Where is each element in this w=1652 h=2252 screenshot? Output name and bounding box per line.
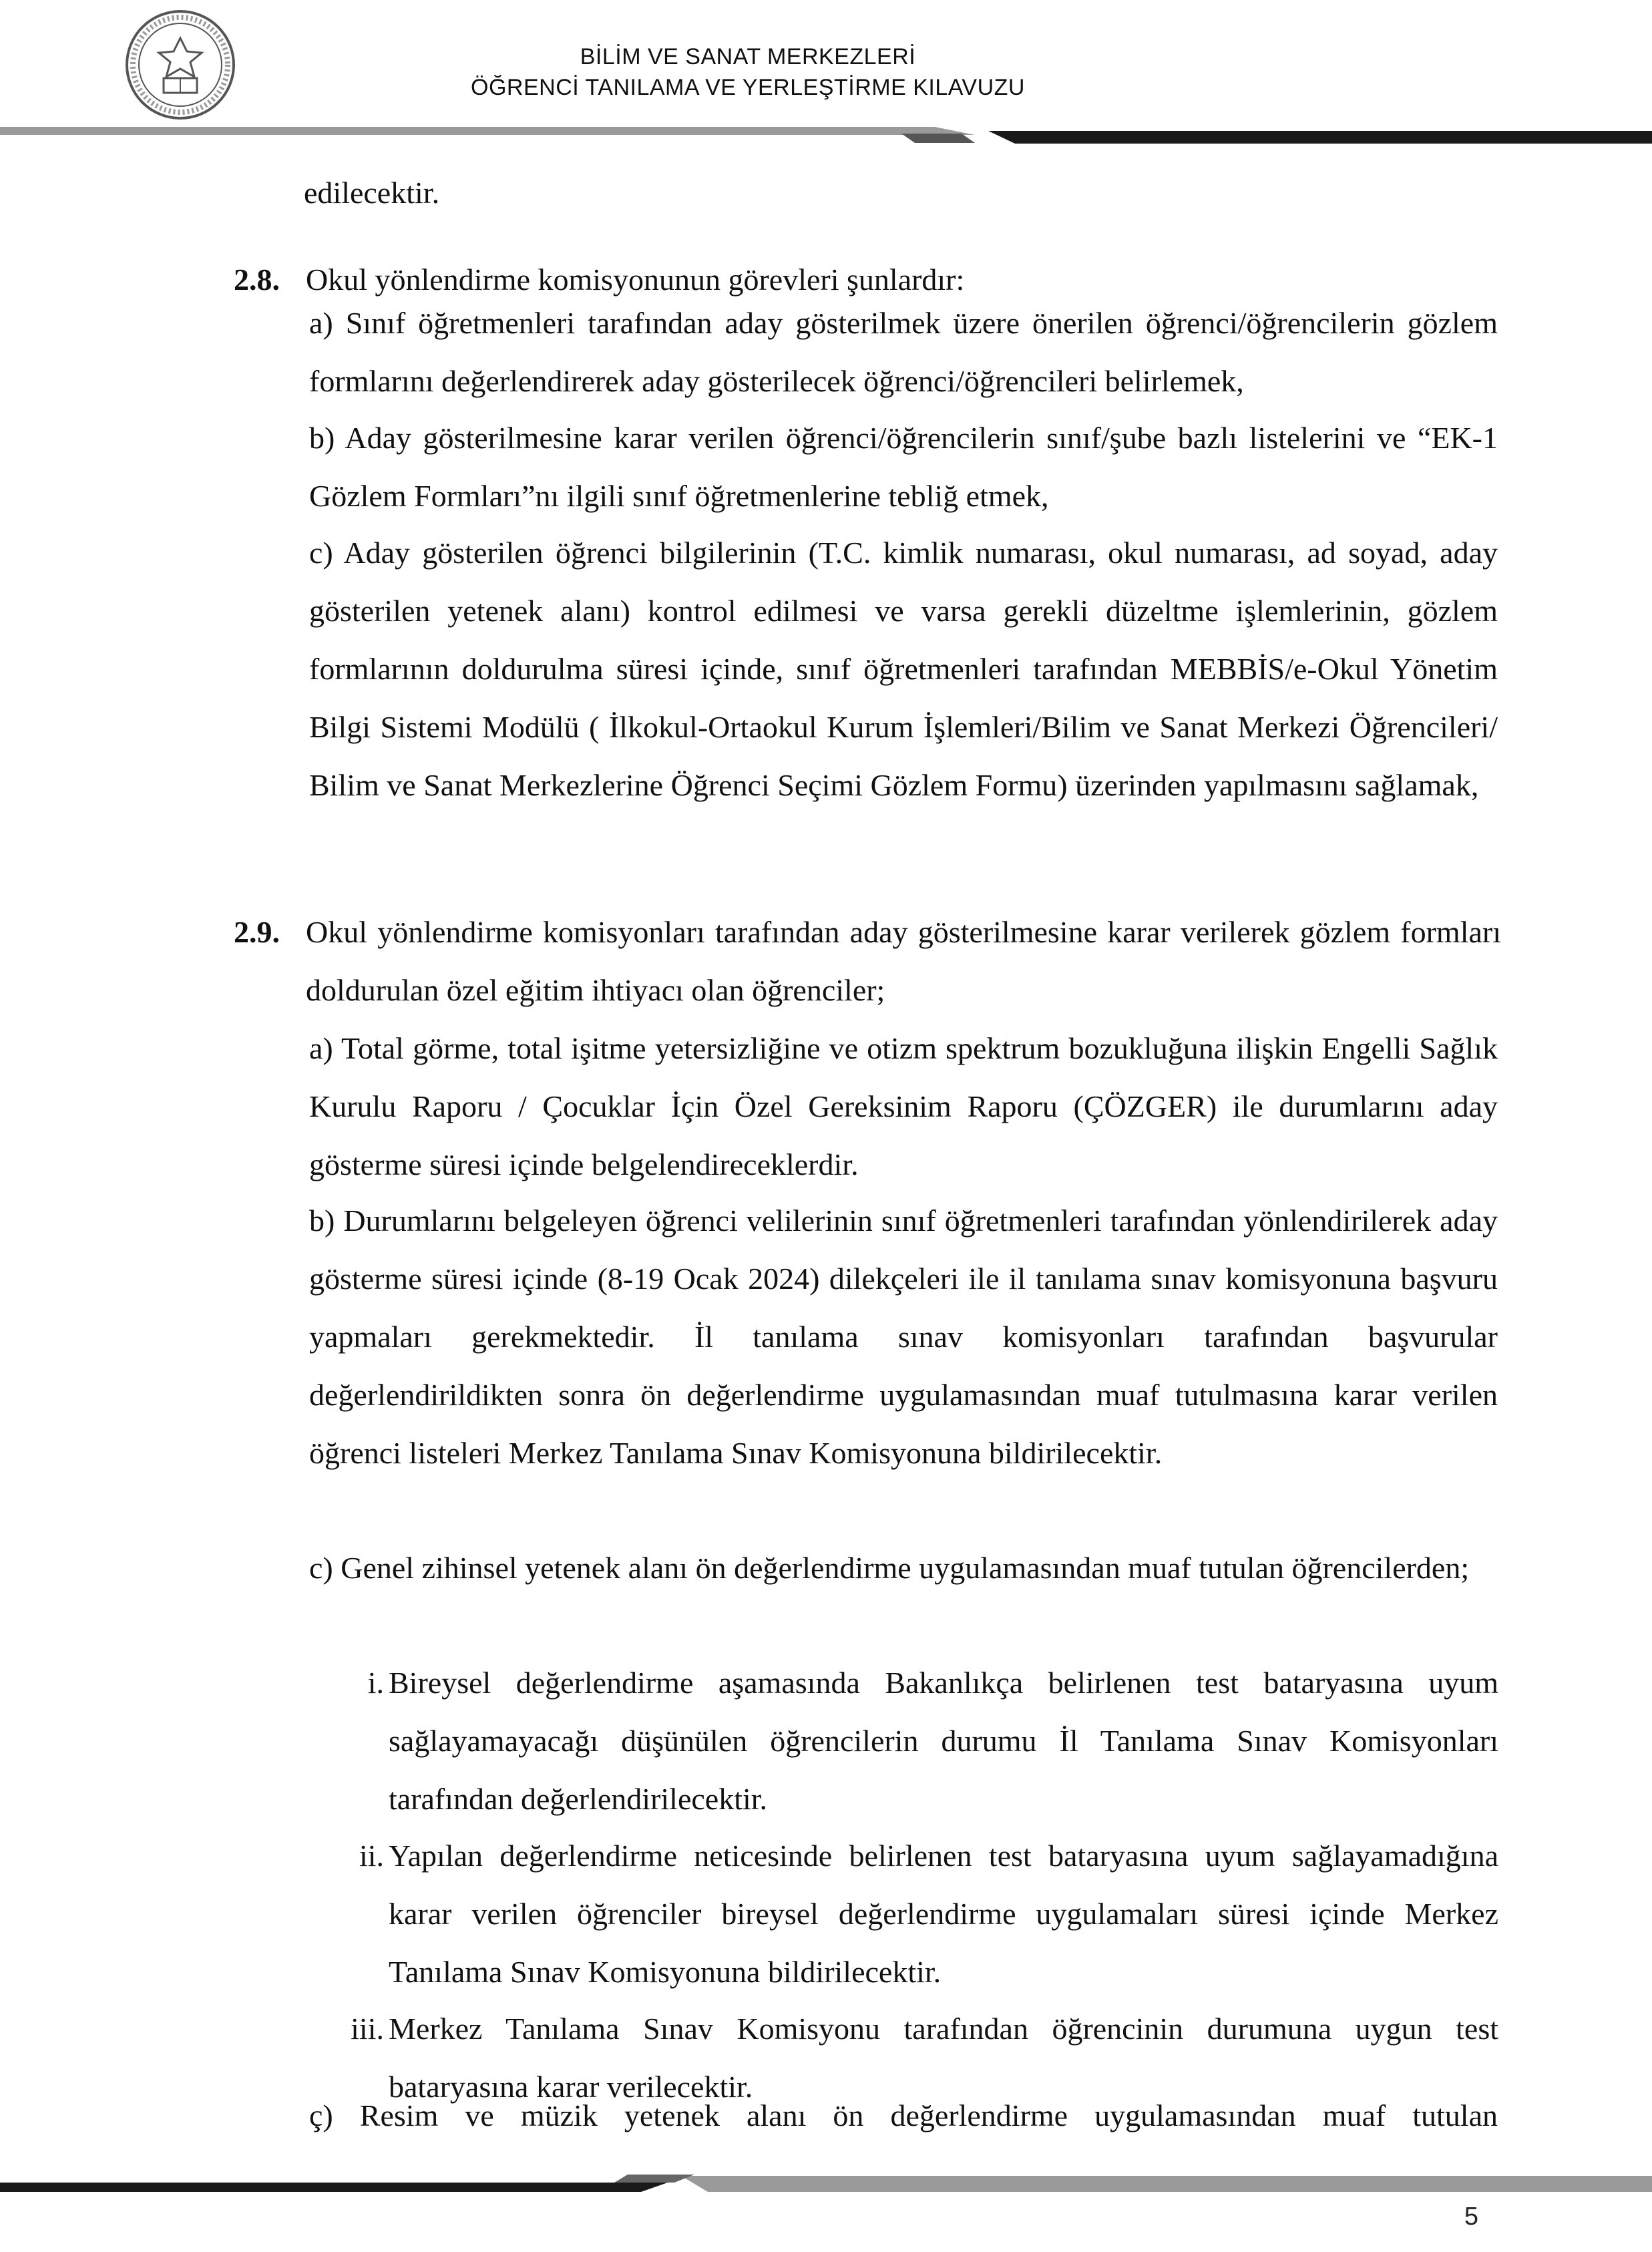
header-title-line2: ÖĞRENCİ TANILAMA VE YERLEŞTİRME KILAVUZU (471, 75, 1025, 100)
section-title: Okul yönlendirme komisyonunun görevleri şunlardır: (306, 262, 965, 297)
intro-text: edilecektir. (304, 176, 440, 210)
sub-item-text: Yapılan değerlendirme neticesinde belirlenen test bataryasına uyum sağlayamadığına karar verilen öğrenciler bireysel değerlendirme uygulamaları süresi içinde Merkez Tanılama Sınav Komisyonuna bildirilecektir. (389, 1839, 1498, 1989)
sub-item-label: i. (367, 1666, 384, 1700)
footer-decorative-bar (0, 2137, 1652, 2252)
sub-item-text: Merkez Tanılama Sınav Komisyonu tarafından öğrencinin durumuna uygun test bataryasına karar verilecektir. (389, 2012, 1498, 2104)
section-number: 2.9. (234, 915, 280, 949)
list-item: a) Total görme, total işitme yetersizliğine ve otizm spektrum bozukluğuna ilişkin Engelli Sağlık Kurulu Raporu / Çocuklar İçin Özel Gereksinim Raporu (ÇÖZGER) ile durumlarını aday gösterme süresi içinde belgelendireceklerdir. (309, 1031, 1498, 1181)
list-item: c) Genel zihinsel yetenek alanı ön değerlendirme uygulamasından muaf tutulan öğrencilerden; (309, 1551, 1470, 1585)
page-header (0, 0, 1652, 144)
header-title-line1: BİLİM VE SANAT MERKEZLERİ (580, 44, 916, 69)
page-number: 5 (1464, 2203, 1478, 2231)
list-item: b) Durumlarını belgeleyen öğrenci velilerinin sınıf öğretmenleri tarafından yönlendirilerek aday gösterme süresi içinde (8-19 Ocak 2024) dilekçeleri ile il tanılama sınav komisyonuna başvuru yapmaları gerekmektedir. İl tanılama sınav komisyonları tarafından başvurular değerlendirildikten sonra ön değerlendirme uygulamasından muaf tutulmasına karar verilen öğrenci listeleri Merkez Tanılama Sınav Komisyonuna bildirilecektir. (309, 1203, 1498, 1470)
list-item: ç) Resim ve müzik yetenek alanı ön değerlendirme uygulamasından muaf tutulan (309, 2098, 1498, 2132)
sub-item-label: iii. (351, 2012, 384, 2046)
section-number: 2.8. (234, 262, 280, 297)
list-item: b) Aday gösterilmesine karar verilen öğrenci/öğrencilerin sınıf/şube bazlı listelerini ve “EK-1 Gözlem Formları”nı ilgili sınıf öğretmenlerine tebliğ etmek, (309, 421, 1498, 513)
sub-item-label: ii. (359, 1839, 384, 1873)
header-decorative-bar (0, 0, 1652, 144)
list-item: a) Sınıf öğretmenleri tarafından aday gösterilmek üzere önerilen öğrenci/öğrencilerin gözlem formlarını değerlendirerek aday gösterilecek öğrenci/öğrencileri belirlemek, (309, 306, 1498, 398)
sub-item-text: Bireysel değerlendirme aşamasında Bakanlıkça belirlenen test bataryasına uyum sağlayamayacağı düşünülen öğrencilerin durumu İl Tanılama Sınav Komisyonları tarafından değerlendirilecektir. (389, 1666, 1498, 1816)
list-item: c) Aday gösterilen öğrenci bilgilerinin (T.C. kimlik numarası, okul numarası, ad soyad, aday gösterilen yetenek alanı) kontrol edilmesi ve varsa gerekli düzeltme işlemlerinin, gözlem formlarının doldurulma süresi içinde, sınıf öğretmenleri tarafından MEBBİS/e-Okul Yönetim Bilgi Sistemi Modülü ( İlkokul-Ortaokul Kurum İşlemleri/Bilim ve Sanat Merkezi Öğrencileri/ Bilim ve Sanat Merkezlerine Öğrenci Seçimi Gözlem Formu) üzerinden yapılmasını sağlamak, (309, 536, 1498, 802)
section-title: Okul yönlendirme komisyonları tarafından aday gösterilmesine karar verilerek gözlem formları doldurulan özel eğitim ihtiyacı olan öğrenciler; (306, 915, 1501, 1007)
